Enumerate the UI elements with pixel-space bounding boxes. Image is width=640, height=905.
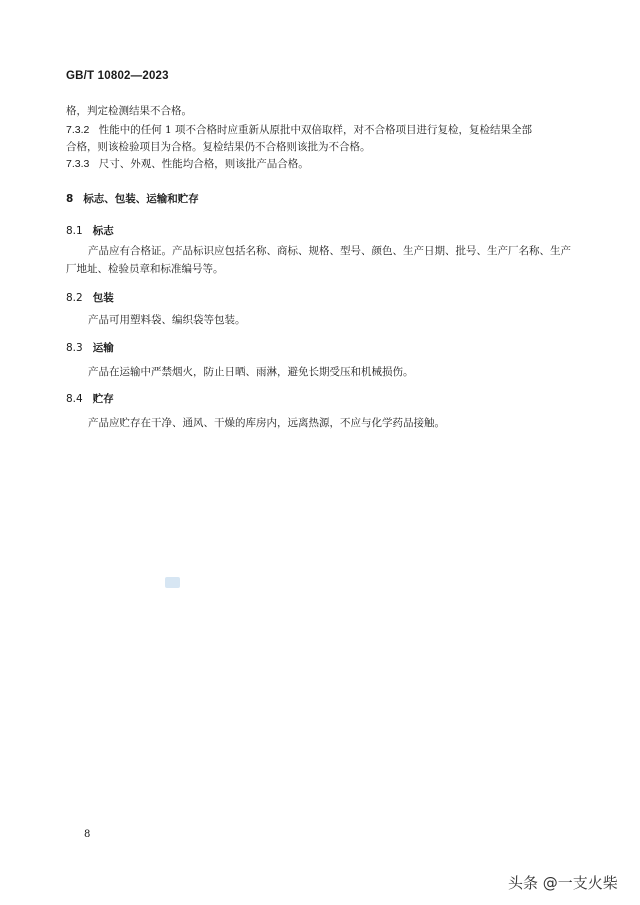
clause-text: 尺寸、外观、性能均合格，则该批产品合格。 — [98, 158, 309, 170]
subsection-8-2-heading — [66, 290, 114, 305]
faint-stamp-mark — [165, 577, 180, 588]
section-number: 8 — [66, 193, 74, 205]
continued-line: 格，判定检测结果不合格。 — [66, 105, 192, 117]
clause-number: 7.3.2 — [66, 124, 90, 136]
subsection-8-1-text-1: 产品应有合格证。产品标识应包括名称、商标、规格、型号、颜色、生产日期、批号、生产厂名称、生产 — [88, 245, 571, 257]
standard-code: GB/T 10802—2023 — [66, 70, 169, 82]
subsection-title: 运输 — [92, 342, 114, 354]
subsection-number: 8.4 — [66, 393, 83, 405]
clause-text: 性能中的任何 1 项不合格时应重新从原批中双倍取样，对不合格项目进行复检，复检结果全部 — [98, 124, 533, 136]
subsection-8-3-heading — [66, 340, 114, 355]
watermark: 头条 @一支火柴 — [508, 874, 618, 892]
section-title: 标志、包装、运输和贮存 — [83, 193, 199, 205]
subsection-number: 8.3 — [66, 342, 83, 354]
clause-7-3-3 — [66, 157, 309, 171]
section-8-heading — [66, 191, 199, 206]
subsection-8-3-text: 产品在运输中严禁烟火，防止日晒、雨淋，避免长期受压和机械损伤。 — [88, 366, 414, 378]
clause-number: 7.3.3 — [66, 158, 90, 170]
subsection-8-4-heading — [66, 391, 114, 406]
page-number: 8 — [84, 829, 91, 840]
subsection-title: 标志 — [92, 225, 114, 237]
subsection-number: 8.1 — [66, 225, 83, 237]
subsection-8-1-heading — [66, 223, 114, 238]
clause-7-3-2 — [66, 123, 532, 137]
clause-7-3-2-cont: 合格，则该检验项目为合格。复检结果仍不合格则该批为不合格。 — [66, 141, 371, 153]
subsection-title: 包装 — [92, 292, 114, 304]
subsection-title: 贮存 — [92, 393, 114, 405]
subsection-8-1-text-2: 厂地址、检验员章和标准编号等。 — [66, 263, 224, 275]
subsection-8-4-text: 产品应贮存在干净、通风、干燥的库房内，远离热源，不应与化学药品接触。 — [88, 417, 445, 429]
subsection-8-2-text: 产品可用塑料袋、编织袋等包装。 — [88, 314, 246, 326]
subsection-number: 8.2 — [66, 292, 83, 304]
